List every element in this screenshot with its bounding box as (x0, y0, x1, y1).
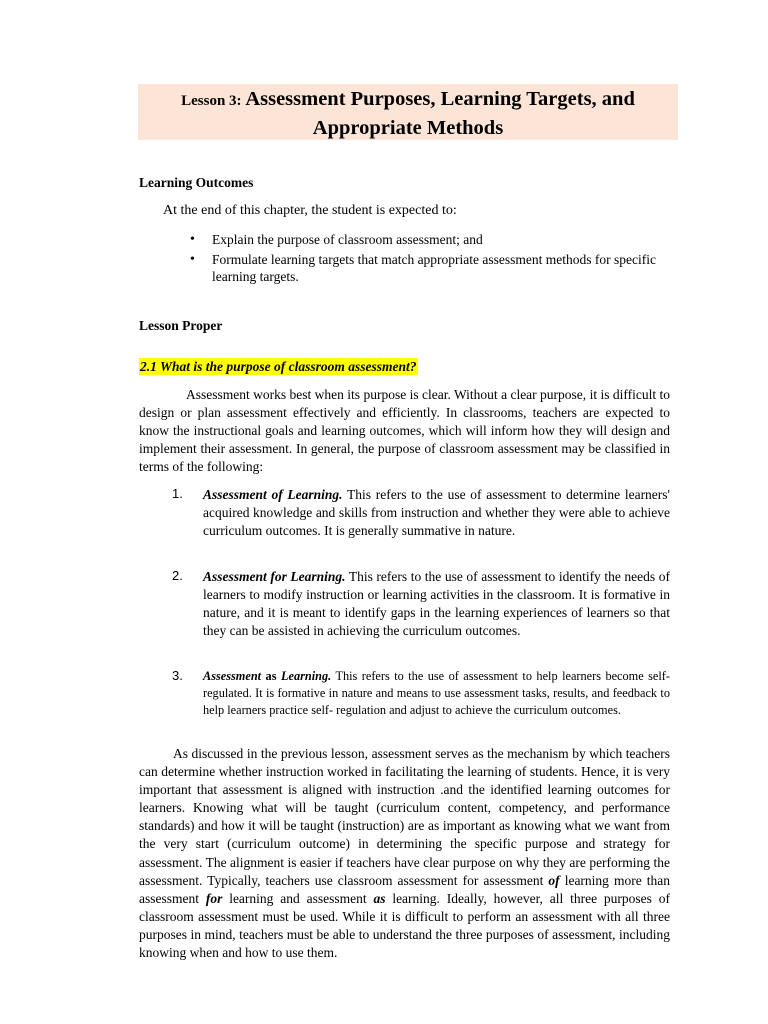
lesson-title-line1: Assessment Purposes, Learning Targets, and (245, 88, 635, 110)
purpose-item-3 (172, 668, 670, 719)
paragraph-text: learning and assessment (222, 890, 374, 906)
list-item: • Explain the purpose of classroom assessment; and (190, 231, 675, 249)
paragraph-text: learning. Ideally, however, all three purposes of classroom assessment must be used. While it is difficult to perform an assessment with all three purposes in mind, teachers must be able to understand the three purposes of assessment, including knowing when and how to use them. (139, 890, 670, 961)
item-number: 3. (172, 668, 183, 683)
emphasis-of: of (548, 872, 560, 888)
lesson-title-box (138, 84, 678, 140)
purpose-term-b: as (261, 669, 281, 683)
lesson-proper-heading: Lesson Proper (139, 318, 223, 333)
purpose-term-c: Learning. (280, 669, 332, 683)
lesson-title-line2: Appropriate Methods (312, 117, 504, 139)
list-item: • Formulate learning targets that match appropriate assessment methods for specific learning targets. (190, 251, 675, 286)
lesson-label: Lesson 3: (181, 93, 246, 109)
purpose-item-1 (172, 486, 670, 540)
item-number: 1. (172, 486, 183, 501)
purpose-term: Assessment for Learning. (203, 569, 346, 584)
purpose-text: This refers to the use of assessment to determine learners' acquired knowledge and skills from instruction and whether they were able to achieve curriculum outcomes. It is generally summative in nature. (203, 487, 670, 539)
paragraph-text: As discussed in the previous lesson, assessment serves as the mechanism by which teachers can determine whether instruction worked in facilitating the learning of students. Hence, it is very important that assessment is aligned with instruction .and the identified learning outcomes for learners. Knowing what will be taught (curriculum content, competency, and performance standards) and how it will be taught (instruction) are as important as knowing what we want from the very start (curriculum outcome) in determining the specific purpose and strategy for assessment. The alignment is easier if teachers have clear purpose on why they are performing the assessment. Typically, teachers use classroom assessment for assessment (139, 746, 670, 888)
section-heading-highlighted: 2.1 What is the purpose of classroom assessment? (140, 359, 417, 374)
purpose-text: This refers to the use of assessment to help learners become self-regulated. It is formative in nature and means to use assessment tasks, results, and feedback to help learners practice self- regulation and adjust to achieve the curriculum outcomes. (203, 669, 670, 717)
learning-outcomes-intro: At the end of this chapter, the student is expected to: (163, 203, 457, 218)
item-number: 2. (172, 568, 183, 583)
purpose-item-2 (172, 568, 670, 640)
purpose-term: Assessment of Learning. (203, 487, 343, 502)
learning-outcomes-heading: Learning Outcomes (139, 175, 254, 190)
purpose-term-a: Assessment (203, 669, 262, 683)
paragraph-text: learning more than assessment (139, 872, 670, 906)
learning-outcomes-list (190, 231, 675, 288)
emphasis-for: for (205, 890, 223, 906)
alignment-paragraph (139, 745, 670, 962)
intro-paragraph: Assessment works best when its purpose is clear. Without a clear purpose, it is difficult to design or plan assessment effectively and efficiently. In classrooms, teachers are expected to know the instructional goals and learning outcomes, which will inform how they will design and implement their assessment. In general, the purpose of classroom assessment may be classified in terms of the following: (139, 387, 670, 475)
purpose-text: This refers to the use of assessment to identify the needs of learners to modify instruction or learning activities in the classroom. It is formative in nature, and it is meant to identify gaps in the learning experiences of learners so that they can be assisted in achieving the curriculum outcomes. (203, 569, 670, 639)
emphasis-as: as (373, 890, 386, 906)
